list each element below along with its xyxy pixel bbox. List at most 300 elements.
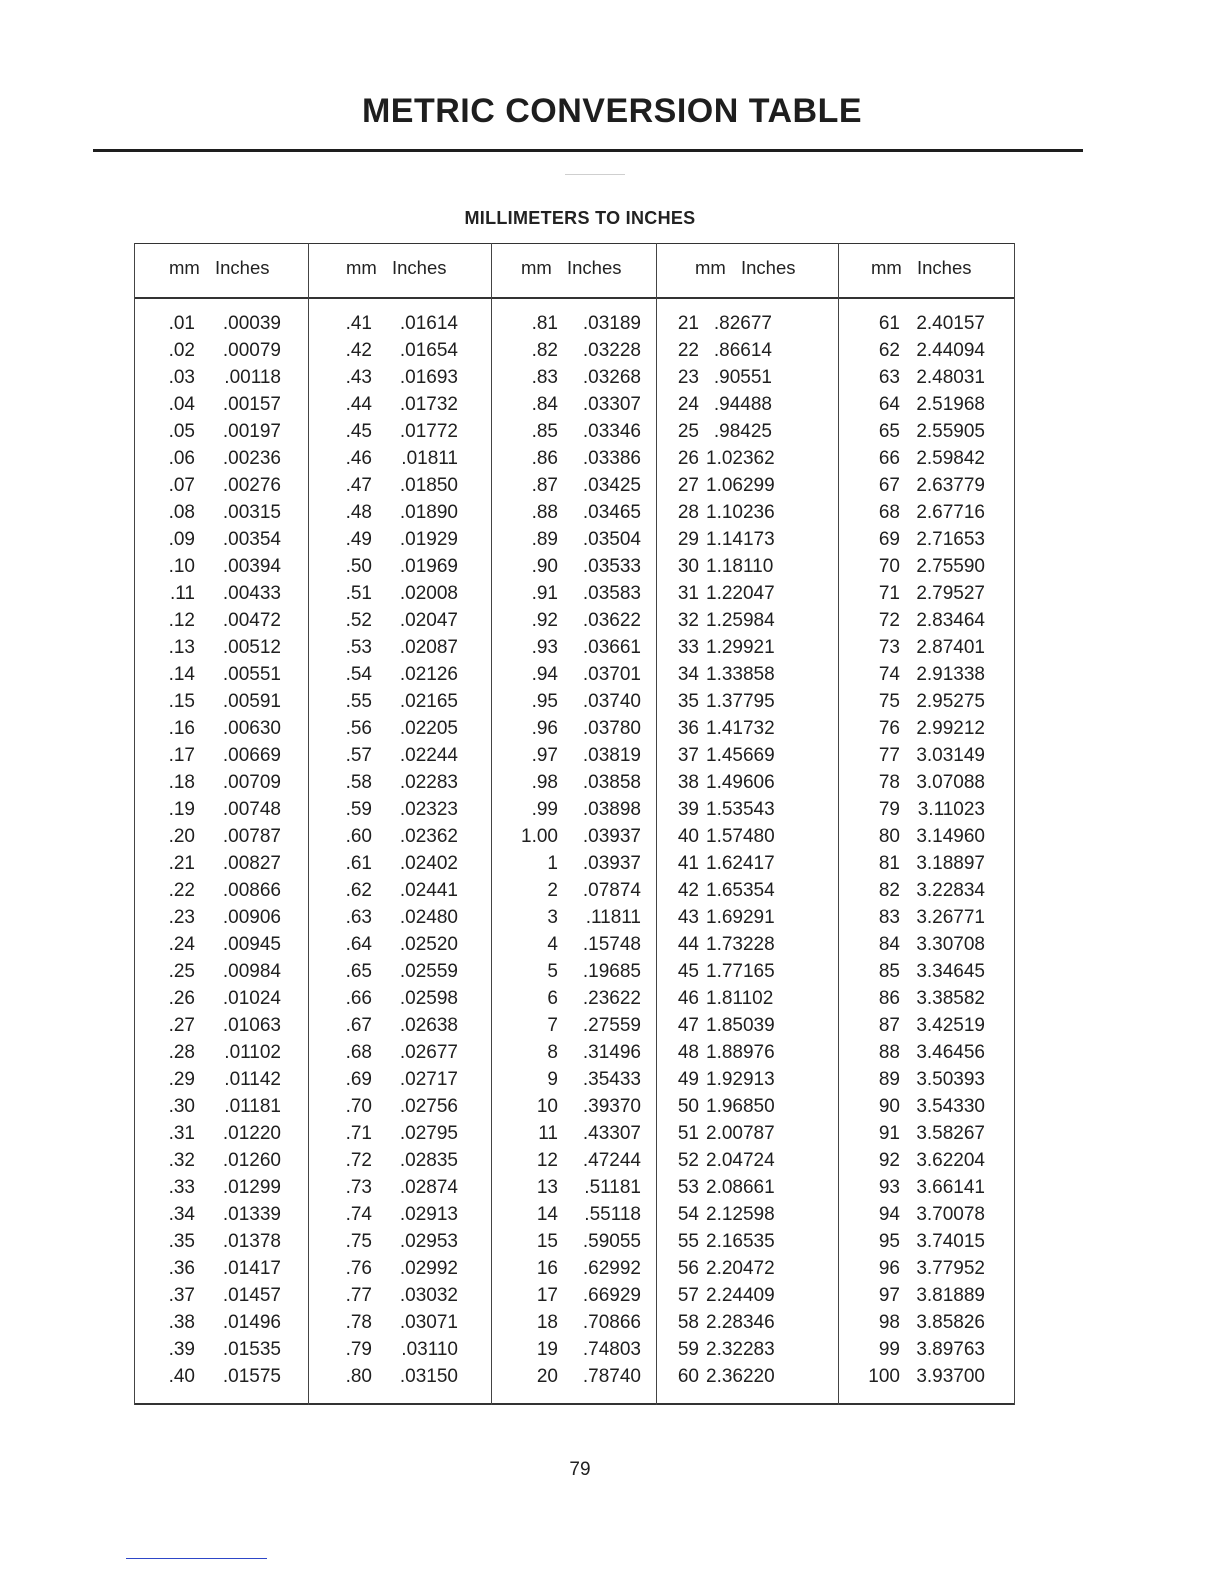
mm-value: 31 bbox=[677, 583, 699, 604]
inches-value: .02008 bbox=[399, 583, 458, 604]
mm-value: .48 bbox=[345, 502, 372, 523]
table-row bbox=[656, 553, 838, 580]
table-row bbox=[838, 850, 1015, 877]
inches-value: 3.46456 bbox=[916, 1042, 985, 1063]
table-row bbox=[656, 526, 838, 553]
mm-value: .11 bbox=[169, 583, 195, 604]
inches-value: .01299 bbox=[222, 1177, 281, 1198]
inches-value: 3.18897 bbox=[916, 853, 985, 874]
table-row bbox=[491, 1201, 656, 1228]
mm-value: .99 bbox=[531, 799, 558, 820]
mm-value: .81 bbox=[531, 313, 558, 334]
table-row bbox=[838, 364, 1015, 391]
inches-value: 1.33858 bbox=[706, 664, 775, 685]
mm-value: 28 bbox=[677, 502, 699, 523]
mm-value: .14 bbox=[168, 664, 195, 685]
mm-value: 55 bbox=[677, 1231, 699, 1252]
inches-value: 1.25984 bbox=[706, 610, 775, 631]
mm-value: .05 bbox=[168, 421, 195, 442]
mm-value: .19 bbox=[168, 799, 195, 820]
inches-value: .03465 bbox=[582, 502, 641, 523]
mm-value: .33 bbox=[168, 1177, 195, 1198]
table-row bbox=[308, 1093, 491, 1120]
inches-value: .02795 bbox=[399, 1123, 458, 1144]
inches-value: 1.29921 bbox=[706, 637, 775, 658]
table-row bbox=[491, 904, 656, 931]
inches-value: .02283 bbox=[399, 772, 458, 793]
mm-value: .97 bbox=[531, 745, 558, 766]
table-row bbox=[308, 1363, 491, 1390]
table-row bbox=[491, 1039, 656, 1066]
mm-value: .66 bbox=[345, 988, 372, 1009]
mm-value: 81 bbox=[878, 853, 900, 874]
table-row bbox=[308, 553, 491, 580]
inches-value: 3.85826 bbox=[916, 1312, 985, 1333]
inches-value: .59055 bbox=[582, 1231, 641, 1252]
table-row bbox=[134, 580, 308, 607]
table-row bbox=[491, 715, 656, 742]
table-row bbox=[656, 1120, 838, 1147]
mm-value: 24 bbox=[677, 394, 699, 415]
mm-value: .64 bbox=[345, 934, 372, 955]
table-row bbox=[656, 580, 838, 607]
mm-value: 8 bbox=[547, 1042, 558, 1063]
table-row bbox=[656, 850, 838, 877]
inches-value: .01929 bbox=[399, 529, 458, 550]
inches-value: 1.85039 bbox=[706, 1015, 775, 1036]
header-inches: Inches bbox=[741, 257, 796, 278]
table-column-group bbox=[491, 243, 656, 1405]
inches-value: 2.91338 bbox=[916, 664, 985, 685]
inches-value: .51181 bbox=[584, 1177, 641, 1198]
mm-value: 58 bbox=[677, 1312, 699, 1333]
table-row bbox=[838, 1039, 1015, 1066]
inches-value: .02559 bbox=[399, 961, 458, 982]
table-row bbox=[134, 823, 308, 850]
inches-value: 2.71653 bbox=[916, 529, 985, 550]
mm-value: 18 bbox=[536, 1312, 558, 1333]
table-row bbox=[838, 337, 1015, 364]
mm-value: .95 bbox=[531, 691, 558, 712]
title-divider bbox=[93, 149, 1083, 152]
table-row bbox=[134, 904, 308, 931]
inches-value: .03268 bbox=[582, 367, 641, 388]
mm-value: .40 bbox=[168, 1366, 195, 1387]
mm-value: .45 bbox=[345, 421, 372, 442]
table-row bbox=[308, 769, 491, 796]
mm-value: 78 bbox=[878, 772, 900, 793]
mm-value: .50 bbox=[345, 556, 372, 577]
mm-value: .72 bbox=[345, 1150, 372, 1171]
mm-value: .88 bbox=[531, 502, 558, 523]
inches-value: 3.70078 bbox=[916, 1204, 985, 1225]
table-row bbox=[308, 958, 491, 985]
table-row bbox=[656, 364, 838, 391]
table-row bbox=[491, 526, 656, 553]
table-row bbox=[656, 337, 838, 364]
mm-value: .04 bbox=[168, 394, 195, 415]
table-row bbox=[308, 418, 491, 445]
inches-value: .00591 bbox=[222, 691, 281, 712]
inches-value: .15748 bbox=[582, 934, 641, 955]
inches-value: .82677 bbox=[713, 313, 772, 334]
mm-value: 92 bbox=[878, 1150, 900, 1171]
inches-value: .02323 bbox=[399, 799, 458, 820]
mm-value: .63 bbox=[345, 907, 372, 928]
inches-value: 2.12598 bbox=[706, 1204, 775, 1225]
table-row bbox=[308, 1174, 491, 1201]
mm-value: 68 bbox=[878, 502, 900, 523]
table-row bbox=[134, 1147, 308, 1174]
inches-value: 1.53543 bbox=[706, 799, 775, 820]
table-column-group bbox=[656, 243, 838, 1405]
mm-value: .15 bbox=[168, 691, 195, 712]
table-row bbox=[838, 1174, 1015, 1201]
header-mm: mm bbox=[871, 257, 902, 278]
inches-value: .00472 bbox=[222, 610, 281, 631]
inches-value: 1.02362 bbox=[706, 448, 775, 469]
mm-value: .20 bbox=[168, 826, 195, 847]
table-row bbox=[491, 1363, 656, 1390]
table-row bbox=[491, 310, 656, 337]
table-row bbox=[491, 1282, 656, 1309]
table-row bbox=[308, 931, 491, 958]
table-row bbox=[491, 1228, 656, 1255]
mm-value: 41 bbox=[677, 853, 699, 874]
mm-value: .06 bbox=[168, 448, 195, 469]
mm-value: .89 bbox=[531, 529, 558, 550]
table-row bbox=[838, 1282, 1015, 1309]
inches-value: .01693 bbox=[399, 367, 458, 388]
mm-value: .74 bbox=[345, 1204, 372, 1225]
inches-value: 3.38582 bbox=[916, 988, 985, 1009]
mm-value: 77 bbox=[878, 745, 900, 766]
table-row bbox=[308, 688, 491, 715]
inches-value: .11811 bbox=[585, 907, 641, 928]
inches-value: 3.26771 bbox=[916, 907, 985, 928]
table-row bbox=[838, 634, 1015, 661]
table-row bbox=[134, 769, 308, 796]
inches-value: .00354 bbox=[222, 529, 281, 550]
table-row bbox=[491, 661, 656, 688]
table-row bbox=[308, 580, 491, 607]
mm-value: 49 bbox=[677, 1069, 699, 1090]
mm-value: 93 bbox=[878, 1177, 900, 1198]
table-row bbox=[838, 823, 1015, 850]
mm-value: .79 bbox=[345, 1339, 372, 1360]
mm-value: .49 bbox=[345, 529, 372, 550]
inches-value: 3.81889 bbox=[916, 1285, 985, 1306]
table-row bbox=[838, 1255, 1015, 1282]
inches-value: 1.77165 bbox=[706, 961, 775, 982]
mm-value: 25 bbox=[677, 421, 699, 442]
inches-value: .01260 bbox=[222, 1150, 281, 1171]
table-row bbox=[308, 526, 491, 553]
mm-value: 72 bbox=[878, 610, 900, 631]
mm-value: .30 bbox=[168, 1096, 195, 1117]
table-row bbox=[656, 499, 838, 526]
inches-value: .07874 bbox=[582, 880, 641, 901]
table-row bbox=[838, 1093, 1015, 1120]
table-row bbox=[838, 688, 1015, 715]
mm-value: 20 bbox=[536, 1366, 558, 1387]
table-column-group bbox=[838, 243, 1015, 1405]
mm-value: 22 bbox=[677, 340, 699, 361]
mm-value: 11 bbox=[538, 1123, 558, 1144]
table-row bbox=[134, 1363, 308, 1390]
inches-value: 2.04724 bbox=[706, 1150, 775, 1171]
table-row bbox=[656, 1093, 838, 1120]
mm-value: .27 bbox=[168, 1015, 195, 1036]
table-row bbox=[491, 823, 656, 850]
mm-value: 80 bbox=[878, 826, 900, 847]
mm-value: 63 bbox=[878, 367, 900, 388]
inches-value: .27559 bbox=[582, 1015, 641, 1036]
inches-value: .94488 bbox=[713, 394, 772, 415]
mm-value: 45 bbox=[677, 961, 699, 982]
table-row bbox=[656, 742, 838, 769]
inches-value: 2.59842 bbox=[916, 448, 985, 469]
table-row bbox=[838, 445, 1015, 472]
inches-value: 3.93700 bbox=[916, 1366, 985, 1387]
table-row bbox=[491, 1012, 656, 1039]
inches-value: .03937 bbox=[582, 853, 641, 874]
mm-value: .34 bbox=[168, 1204, 195, 1225]
table-row bbox=[308, 796, 491, 823]
inches-value: .00630 bbox=[222, 718, 281, 739]
inches-value: .00276 bbox=[222, 475, 281, 496]
inches-value: .02717 bbox=[399, 1069, 458, 1090]
inches-value: 2.32283 bbox=[706, 1339, 775, 1360]
mm-value: 70 bbox=[878, 556, 900, 577]
inches-value: .03032 bbox=[399, 1285, 458, 1306]
mm-value: .09 bbox=[168, 529, 195, 550]
table-row bbox=[491, 1255, 656, 1282]
header-inches: Inches bbox=[392, 257, 447, 278]
inches-value: .02598 bbox=[399, 988, 458, 1009]
conversion-table bbox=[134, 243, 1015, 1405]
inches-value: 1.41732 bbox=[706, 718, 775, 739]
mm-value: 89 bbox=[878, 1069, 900, 1090]
inches-value: 3.03149 bbox=[916, 745, 985, 766]
table-row bbox=[838, 931, 1015, 958]
table-row bbox=[134, 742, 308, 769]
table-row bbox=[491, 1093, 656, 1120]
table-row bbox=[308, 850, 491, 877]
inches-value: 1.57480 bbox=[706, 826, 775, 847]
inches-value: 3.22834 bbox=[916, 880, 985, 901]
table-row bbox=[656, 1336, 838, 1363]
mm-value: .80 bbox=[345, 1366, 372, 1387]
table-row bbox=[134, 850, 308, 877]
table-row bbox=[308, 634, 491, 661]
header-mm: mm bbox=[695, 257, 726, 278]
table-row bbox=[308, 1120, 491, 1147]
table-row bbox=[134, 877, 308, 904]
table-row bbox=[491, 634, 656, 661]
table-row bbox=[656, 472, 838, 499]
inches-value: .01181 bbox=[224, 1096, 281, 1117]
table-row bbox=[491, 985, 656, 1012]
table-row bbox=[491, 1066, 656, 1093]
mm-value: 85 bbox=[878, 961, 900, 982]
inches-value: 2.75590 bbox=[916, 556, 985, 577]
mm-value: .94 bbox=[531, 664, 558, 685]
header-inches: Inches bbox=[917, 257, 972, 278]
table-row bbox=[134, 391, 308, 418]
mm-value: .90 bbox=[531, 556, 558, 577]
inches-value: 1.45669 bbox=[706, 745, 775, 766]
mm-value: .84 bbox=[531, 394, 558, 415]
table-row bbox=[491, 445, 656, 472]
inches-value: .02087 bbox=[399, 637, 458, 658]
table-row bbox=[491, 742, 656, 769]
inches-value: 2.00787 bbox=[706, 1123, 775, 1144]
mm-value: 76 bbox=[878, 718, 900, 739]
mm-value: 1.00 bbox=[521, 826, 558, 847]
table-row bbox=[656, 715, 838, 742]
table-row bbox=[134, 364, 308, 391]
inches-value: 1.81102 bbox=[706, 988, 774, 1009]
table-row bbox=[838, 1309, 1015, 1336]
mm-value: .44 bbox=[345, 394, 372, 415]
table-row bbox=[134, 931, 308, 958]
table-column-group bbox=[308, 243, 491, 1405]
mm-value: 60 bbox=[677, 1366, 699, 1387]
mm-value: 13 bbox=[536, 1177, 558, 1198]
mm-value: 3 bbox=[547, 907, 558, 928]
inches-value: .74803 bbox=[582, 1339, 641, 1360]
inches-value: 2.79527 bbox=[916, 583, 985, 604]
mm-value: 4 bbox=[547, 934, 558, 955]
table-row bbox=[134, 526, 308, 553]
mm-value: .02 bbox=[168, 340, 195, 361]
mm-value: .21 bbox=[168, 853, 195, 874]
table-column-group bbox=[134, 243, 308, 1405]
inches-value: .23622 bbox=[582, 988, 641, 1009]
table-row bbox=[308, 607, 491, 634]
table-row bbox=[656, 1012, 838, 1039]
table-row bbox=[656, 877, 838, 904]
inches-value: 2.51968 bbox=[916, 394, 985, 415]
mm-value: .13 bbox=[168, 637, 195, 658]
mm-value: .71 bbox=[345, 1123, 372, 1144]
mm-value: .39 bbox=[168, 1339, 195, 1360]
table-row bbox=[838, 580, 1015, 607]
mm-value: .23 bbox=[168, 907, 195, 928]
mm-value: 65 bbox=[878, 421, 900, 442]
inches-value: 3.30708 bbox=[916, 934, 985, 955]
inches-value: .03858 bbox=[582, 772, 641, 793]
inches-value: .01457 bbox=[222, 1285, 281, 1306]
table-row bbox=[491, 364, 656, 391]
mm-value: 53 bbox=[677, 1177, 699, 1198]
table-row bbox=[838, 1012, 1015, 1039]
mm-value: 9 bbox=[547, 1069, 558, 1090]
inches-value: 2.63779 bbox=[916, 475, 985, 496]
table-row bbox=[656, 310, 838, 337]
inches-value: .00827 bbox=[222, 853, 281, 874]
mm-value: 84 bbox=[878, 934, 900, 955]
table-row bbox=[134, 1255, 308, 1282]
inches-value: .01535 bbox=[222, 1339, 281, 1360]
mm-value: 26 bbox=[677, 448, 699, 469]
mm-value: 27 bbox=[677, 475, 699, 496]
mm-value: 7 bbox=[547, 1015, 558, 1036]
mm-value: .62 bbox=[345, 880, 372, 901]
inches-value: .00039 bbox=[222, 313, 281, 334]
table-row bbox=[491, 607, 656, 634]
mm-value: .51 bbox=[345, 583, 372, 604]
mm-value: 15 bbox=[536, 1231, 558, 1252]
inches-value: .00315 bbox=[222, 502, 281, 523]
table-row bbox=[838, 877, 1015, 904]
table-row bbox=[491, 796, 656, 823]
inches-value: .00512 bbox=[222, 637, 281, 658]
table-row bbox=[308, 1201, 491, 1228]
table-row bbox=[134, 1039, 308, 1066]
inches-value: .01772 bbox=[399, 421, 458, 442]
table-row bbox=[134, 445, 308, 472]
inches-value: .00433 bbox=[222, 583, 281, 604]
inches-value: 2.28346 bbox=[706, 1312, 775, 1333]
inches-value: .98425 bbox=[713, 421, 772, 442]
inches-value: 3.50393 bbox=[916, 1069, 985, 1090]
table-row bbox=[656, 634, 838, 661]
table-row bbox=[491, 472, 656, 499]
inches-value: .03504 bbox=[582, 529, 641, 550]
header-inches: Inches bbox=[215, 257, 270, 278]
mm-value: 29 bbox=[677, 529, 699, 550]
mm-value: 75 bbox=[878, 691, 900, 712]
inches-value: .01890 bbox=[399, 502, 458, 523]
header-mm: mm bbox=[346, 257, 377, 278]
inches-value: .00709 bbox=[222, 772, 281, 793]
inches-value: 3.77952 bbox=[916, 1258, 985, 1279]
inches-value: .03661 bbox=[582, 637, 641, 658]
inches-value: .01024 bbox=[222, 988, 281, 1009]
inches-value: .00945 bbox=[222, 934, 281, 955]
mm-value: .43 bbox=[345, 367, 372, 388]
inches-value: 1.96850 bbox=[706, 1096, 775, 1117]
table-row bbox=[838, 742, 1015, 769]
mm-value: 14 bbox=[536, 1204, 558, 1225]
inches-value: 1.18110 bbox=[706, 556, 774, 577]
table-row bbox=[308, 472, 491, 499]
mm-value: .01 bbox=[168, 313, 195, 334]
mm-value: 47 bbox=[677, 1015, 699, 1036]
table-row bbox=[838, 769, 1015, 796]
table-row bbox=[134, 1120, 308, 1147]
inches-value: .00906 bbox=[222, 907, 281, 928]
table-row bbox=[491, 1309, 656, 1336]
inches-value: 2.55905 bbox=[916, 421, 985, 442]
inches-value: .55118 bbox=[584, 1204, 641, 1225]
inches-value: 1.88976 bbox=[706, 1042, 775, 1063]
mm-value: 37 bbox=[677, 745, 699, 766]
mm-value: 17 bbox=[536, 1285, 558, 1306]
mm-value: .68 bbox=[345, 1042, 372, 1063]
table-row bbox=[656, 1309, 838, 1336]
mm-value: .16 bbox=[168, 718, 195, 739]
mm-value: 40 bbox=[677, 826, 699, 847]
table-row bbox=[491, 499, 656, 526]
inches-value: 1.49606 bbox=[706, 772, 775, 793]
mm-value: .92 bbox=[531, 610, 558, 631]
mm-value: 86 bbox=[878, 988, 900, 1009]
table-row bbox=[134, 472, 308, 499]
mm-value: 21 bbox=[677, 313, 699, 334]
